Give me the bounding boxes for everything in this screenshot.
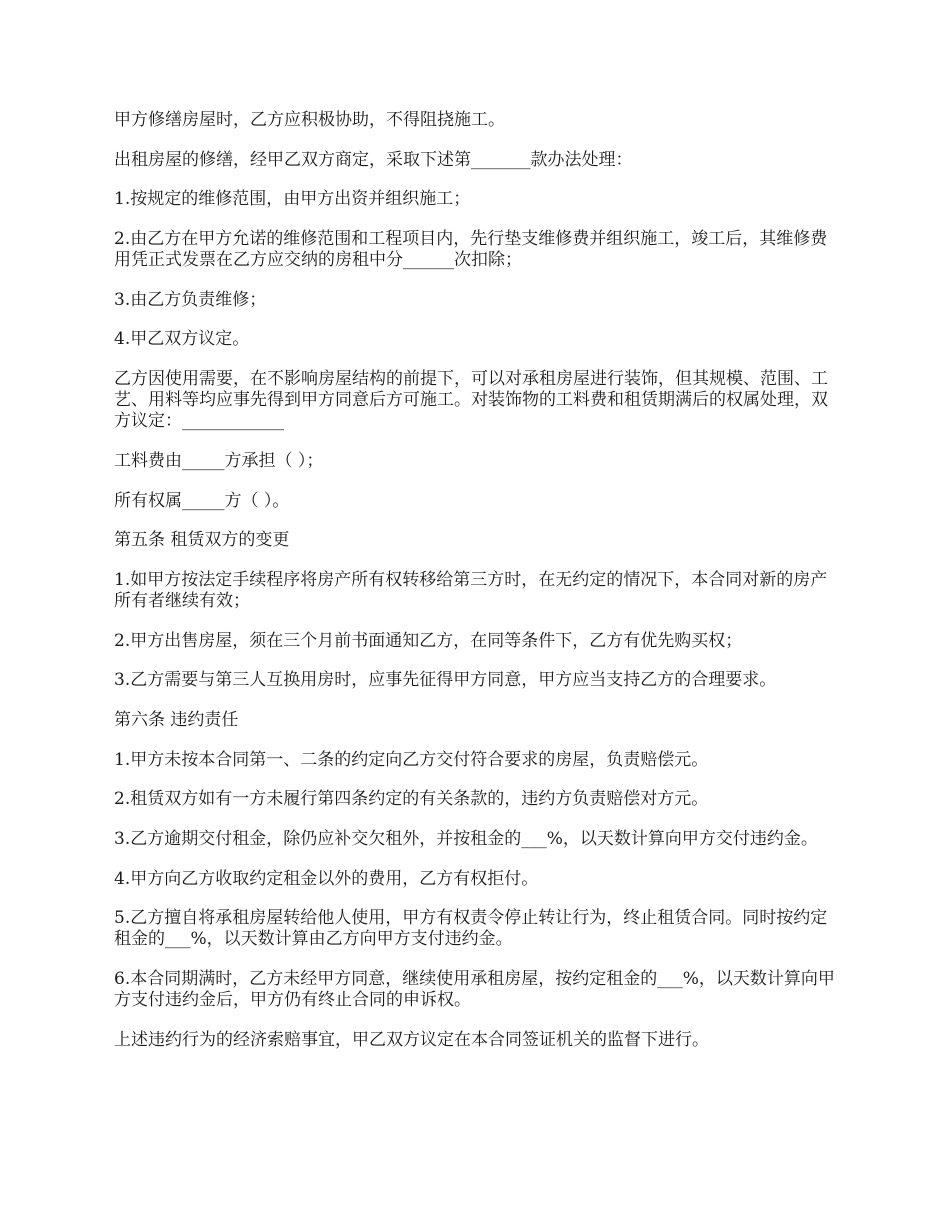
document-body [114, 110, 844, 1069]
paragraph-material-cost: 工料费由_____方承担（ ）； [114, 450, 324, 471]
paragraph-breach-5: 5.乙方擅自将承租房屋转给他人使用，甲方有权责令停止转让行为，终止租赁合同。同时按约定租金的___%，以天数计算由乙方向甲方支付违约金。 [114, 908, 828, 950]
section-heading-article-6: 第六条 违约责任 [114, 709, 239, 730]
paragraph-breach-1: 1.甲方未按本合同第一、二条的约定向乙方交付符合要求的房屋，负责赔偿元。 [114, 749, 709, 770]
paragraph-repair-option-1: 1.按规定的维修范围，由甲方出资并组织施工； [114, 189, 471, 210]
paragraph-change-2: 2.甲方出售房屋，须在三个月前书面通知乙方，在同等条件下，乙方有优先购买权； [114, 630, 743, 651]
paragraph-repair-cooperation: 甲方修缮房屋时，乙方应积极协助，不得阻挠施工。 [114, 110, 505, 130]
paragraph-repair-method: 出租房屋的修缮，经甲乙双方商定，采取下述第_______款办法处理： [114, 149, 633, 170]
paragraph-ownership: 所有权属_____方（ ）。 [114, 490, 290, 511]
paragraph-breach-supervision: 上述违约行为的经济索赔事宜，甲乙双方议定在本合同签证机关的监督下进行。 [114, 1029, 709, 1050]
paragraph-breach-4: 4.甲方向乙方收取约定租金以外的费用，乙方有权拒付。 [114, 868, 539, 889]
paragraph-repair-option-3: 3.由乙方负责维修； [114, 289, 267, 310]
section-heading-article-5: 第五条 租赁双方的变更 [114, 530, 290, 551]
paragraph-repair-option-4: 4.甲乙双方议定。 [114, 329, 250, 350]
paragraph-breach-6: 6.本合同期满时，乙方未经甲方同意，继续使用承租房屋，按约定租金的___%，以天数计算向甲方支付违约金后，甲方仍有终止合同的申诉权。 [114, 969, 835, 1011]
paragraph-decoration: 乙方因使用需要，在不影响房屋结构的前提下，可以对承租房屋进行装饰，但其规模、范围、工艺、用料等均应事先得到甲方同意后方可施工。对装饰物的工料费和租赁期满后的权属处理，双方议定：____________ [114, 369, 828, 432]
paragraph-breach-3: 3.乙方逾期交付租金，除仍应补交欠租外，并按租金的___%，以天数计算向甲方交付违约金。 [114, 829, 818, 849]
paragraph-change-1: 1.如甲方按法定手续程序将房产所有权转移给第三方时，在无约定的情况下，本合同对新的房产所有者继续有效； [114, 569, 828, 611]
paragraph-breach-2: 2.租赁双方如有一方未履行第四条约定的有关条款的，违约方负责赔偿对方元。 [114, 789, 709, 810]
paragraph-change-3: 3.乙方需要与第三人互换用房时，应事先征得甲方同意，甲方应当支持乙方的合理要求。 [114, 670, 777, 691]
paragraph-repair-option-2: 2.由乙方在甲方允诺的维修范围和工程项目内，先行垫支维修费并组织施工，竣工后，其维修费用凭正式发票在乙方应交纳的房租中分______次扣除； [114, 229, 828, 271]
